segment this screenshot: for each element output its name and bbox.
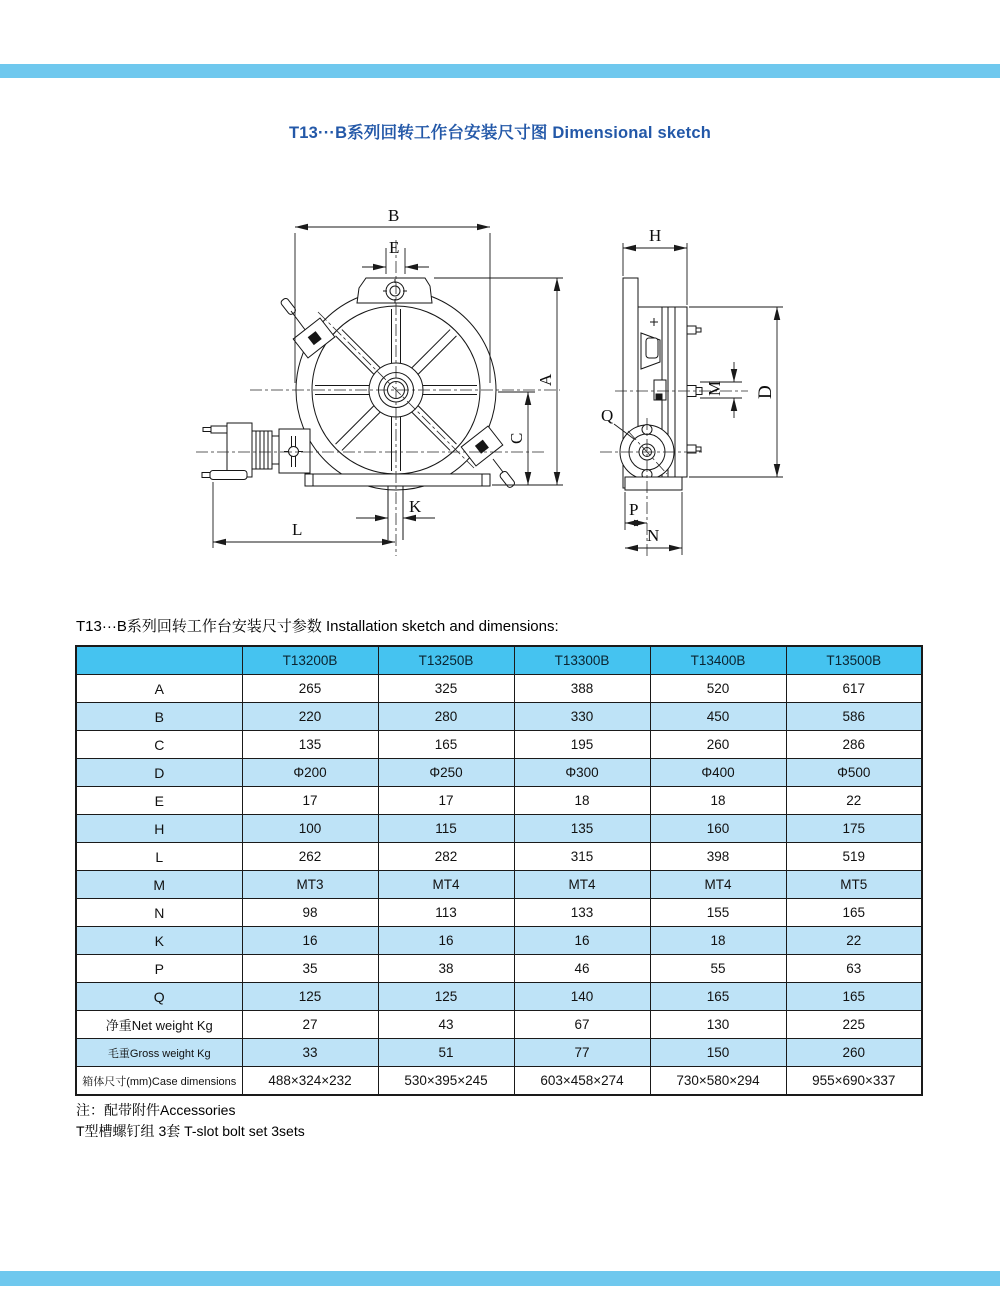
table-cell: MT3 (242, 871, 378, 899)
table-cell: 955×690×337 (786, 1067, 922, 1096)
dimensions-table (75, 645, 923, 1096)
bottom-accent-band (0, 1271, 1000, 1286)
table-row (76, 899, 922, 927)
table-cell: 98 (242, 899, 378, 927)
dim-label-L: L (292, 520, 303, 539)
header-cell-model: T13500B (786, 646, 922, 675)
table-cell: 165 (650, 983, 786, 1011)
table-cell: 160 (650, 815, 786, 843)
table-row (76, 675, 922, 703)
table-cell: 315 (514, 843, 650, 871)
table-cell: 286 (786, 731, 922, 759)
dim-label-Q: Q (601, 406, 614, 425)
top-accent-band (0, 64, 1000, 78)
note-accessories: 注：配带附件Accessories (76, 1102, 236, 1118)
row-label: 净重Net weight Kg (76, 1011, 242, 1039)
table-cell: 22 (786, 927, 922, 955)
table-cell: 35 (242, 955, 378, 983)
table-cell: 55 (650, 955, 786, 983)
header-cell-model: T13300B (514, 646, 650, 675)
dim-label-C: C (507, 432, 526, 444)
table-cell: 115 (378, 815, 514, 843)
table-cell: 125 (378, 983, 514, 1011)
dimensions-table-body (76, 675, 922, 1096)
table-cell: 17 (242, 787, 378, 815)
header-cell-blank (76, 646, 242, 675)
table-cell: 16 (514, 927, 650, 955)
table-cell: 135 (514, 815, 650, 843)
table-cell: 450 (650, 703, 786, 731)
table-cell: 150 (650, 1039, 786, 1067)
table-cell: Φ500 (786, 759, 922, 787)
table-row (76, 1011, 922, 1039)
table-cell: 113 (378, 899, 514, 927)
table-cell: 140 (514, 983, 650, 1011)
row-label: L (76, 843, 242, 871)
table-cell: 280 (378, 703, 514, 731)
table-cell: MT4 (378, 871, 514, 899)
table-cell: 165 (378, 731, 514, 759)
table-cell: 63 (786, 955, 922, 983)
table-row (76, 815, 922, 843)
table-cell: 27 (242, 1011, 378, 1039)
row-label: P (76, 955, 242, 983)
table-cell: 155 (650, 899, 786, 927)
dim-label-D: D (755, 385, 776, 399)
table-cell: 17 (378, 787, 514, 815)
table-cell: 46 (514, 955, 650, 983)
table-cell: 33 (242, 1039, 378, 1067)
table-cell: 165 (786, 899, 922, 927)
table-cell: 38 (378, 955, 514, 983)
dim-label-M: M (705, 380, 724, 396)
note-tslot-bolt-set: T型槽螺钉组 3套 T-slot bolt set 3sets (76, 1123, 305, 1139)
table-cell: 51 (378, 1039, 514, 1067)
table-cell: Φ250 (378, 759, 514, 787)
table-cell: 260 (650, 731, 786, 759)
table-row (76, 703, 922, 731)
row-label: M (76, 871, 242, 899)
table-cell: 388 (514, 675, 650, 703)
row-label: D (76, 759, 242, 787)
table-cell: 265 (242, 675, 378, 703)
table-cell: 617 (786, 675, 922, 703)
table-cell: Φ300 (514, 759, 650, 787)
row-label: N (76, 899, 242, 927)
table-header-row (76, 646, 922, 675)
table-cell: 603×458×274 (514, 1067, 650, 1096)
table-cell: 100 (242, 815, 378, 843)
front-view (196, 206, 563, 556)
row-label: C (76, 731, 242, 759)
table-row (76, 871, 922, 899)
side-view (600, 226, 783, 556)
table-row (76, 955, 922, 983)
table-cell: 260 (786, 1039, 922, 1067)
table-row (76, 927, 922, 955)
table-row (76, 1067, 922, 1096)
header-cell-model: T13250B (378, 646, 514, 675)
table-cell: 133 (514, 899, 650, 927)
table-cell: 519 (786, 843, 922, 871)
table-cell: 18 (650, 927, 786, 955)
section-heading: T13···B系列回转工作台安装尺寸参数 Installation sketch and dimensions: (76, 618, 559, 635)
table-row (76, 1039, 922, 1067)
table-cell: MT5 (786, 871, 922, 899)
table-cell: 220 (242, 703, 378, 731)
row-label: 毛重Gross weight Kg (76, 1039, 242, 1067)
table-cell: MT4 (650, 871, 786, 899)
table-cell: Φ400 (650, 759, 786, 787)
row-label: E (76, 787, 242, 815)
table-cell: MT4 (514, 871, 650, 899)
table-cell: 18 (650, 787, 786, 815)
table-cell: 488×324×232 (242, 1067, 378, 1096)
table-row (76, 759, 922, 787)
table-cell: 195 (514, 731, 650, 759)
table-row (76, 983, 922, 1011)
table-cell: 77 (514, 1039, 650, 1067)
table-cell: 262 (242, 843, 378, 871)
table-cell: 520 (650, 675, 786, 703)
table-cell: 130 (650, 1011, 786, 1039)
dim-label-H: H (649, 226, 662, 245)
table-cell: 18 (514, 787, 650, 815)
table-row (76, 731, 922, 759)
row-label: Q (76, 983, 242, 1011)
dim-label-A: A (536, 373, 555, 386)
table-cell: 67 (514, 1011, 650, 1039)
row-label: H (76, 815, 242, 843)
table-cell: 325 (378, 675, 514, 703)
table-cell: 586 (786, 703, 922, 731)
table-cell: 16 (378, 927, 514, 955)
dim-label-E: E (389, 238, 400, 257)
table-cell: 530×395×245 (378, 1067, 514, 1096)
row-label: 箱体尺寸(mm)Case dimensions (76, 1067, 242, 1096)
table-cell: 43 (378, 1011, 514, 1039)
table-row (76, 843, 922, 871)
row-label: K (76, 927, 242, 955)
dim-label-B: B (388, 206, 400, 225)
table-cell: 398 (650, 843, 786, 871)
table-cell: 22 (786, 787, 922, 815)
table-cell: Φ200 (242, 759, 378, 787)
table-cell: 330 (514, 703, 650, 731)
header-cell-model: T13400B (650, 646, 786, 675)
table-cell: 282 (378, 843, 514, 871)
dim-label-P: P (629, 500, 639, 519)
table-cell: 125 (242, 983, 378, 1011)
row-label: B (76, 703, 242, 731)
table-cell: 225 (786, 1011, 922, 1039)
table-cell: 165 (786, 983, 922, 1011)
header-cell-model: T13200B (242, 646, 378, 675)
table-cell: 135 (242, 731, 378, 759)
page-title: T13···B系列回转工作台安装尺寸图 Dimensional sketch (289, 124, 711, 142)
dimensional-sketch-drawing (150, 192, 850, 582)
table-cell: 175 (786, 815, 922, 843)
dim-label-N: N (647, 526, 660, 545)
dim-label-K: K (409, 497, 422, 516)
table-row (76, 787, 922, 815)
table-cell: 16 (242, 927, 378, 955)
table-cell: 730×580×294 (650, 1067, 786, 1096)
row-label: A (76, 675, 242, 703)
